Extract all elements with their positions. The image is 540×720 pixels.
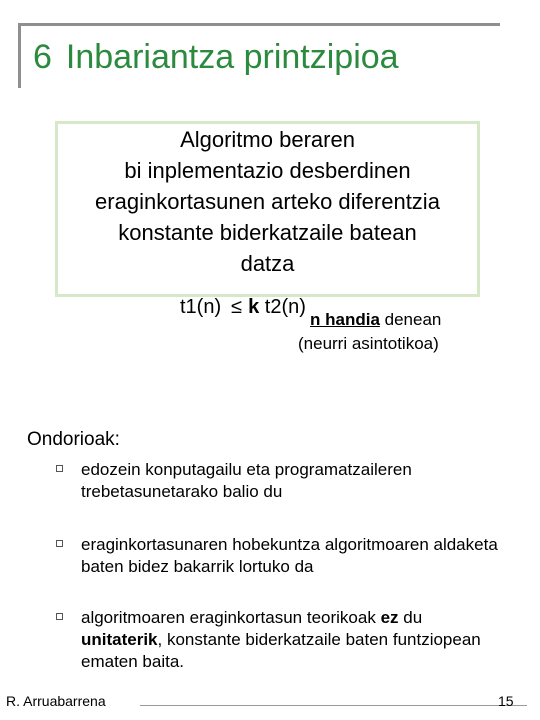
- text-run: , konstante biderkatzaile baten funtziopean ematen baita.: [81, 630, 481, 671]
- list-item-text: [81, 607, 501, 673]
- square-bullet-icon: [56, 465, 63, 472]
- condition-n-large: n handia: [310, 310, 380, 329]
- footer-divider: [140, 705, 527, 706]
- page-number: 15: [498, 693, 514, 709]
- conclusions-heading: Ondorioak:: [27, 429, 120, 450]
- square-bullet-icon: [56, 540, 63, 547]
- list-item-text: edozein konputagailu eta programatzaileren trebetasunetarako balio du: [81, 460, 412, 501]
- definition-line: datza: [240, 251, 295, 276]
- condition-rest: denean: [379, 310, 442, 329]
- text-run: algoritmoaren eraginkortasun teorikoak: [81, 608, 381, 627]
- list-item-text: eraginkortasunaren hobekuntza algoritmoaren aldaketa baten bidez bakarrik lortuko da: [81, 535, 498, 576]
- emphasis-ez: ez: [380, 608, 399, 627]
- definition-line: Algoritmo beraren: [180, 127, 355, 152]
- definition-line: konstante biderkatzaile batean: [118, 220, 417, 245]
- emphasis-unitaterik: unitaterik: [81, 630, 158, 649]
- definition-line: bi inplementazio desberdinen: [124, 158, 411, 183]
- constant-k: k: [248, 296, 260, 318]
- definition-line: eraginkortasunen arteko diferentzia: [95, 189, 440, 214]
- text-run: du: [398, 608, 423, 627]
- formula-rhs: t2(n): [264, 296, 306, 318]
- asymptotic-note: (neurri asintotikoa): [298, 334, 439, 353]
- definition-box: [55, 121, 480, 297]
- slide-title: [33, 38, 399, 77]
- square-bullet-icon: [56, 613, 63, 620]
- formula-lhs: t1(n): [180, 296, 222, 318]
- formula-condition: [310, 310, 441, 330]
- footer-author: R. Arruabarrena: [6, 693, 106, 709]
- slide-title-text: Inbariantza printzipioa: [65, 38, 399, 76]
- slide-number: 6: [33, 38, 52, 76]
- formula: [180, 296, 306, 319]
- leq-symbol: ≤: [231, 296, 243, 318]
